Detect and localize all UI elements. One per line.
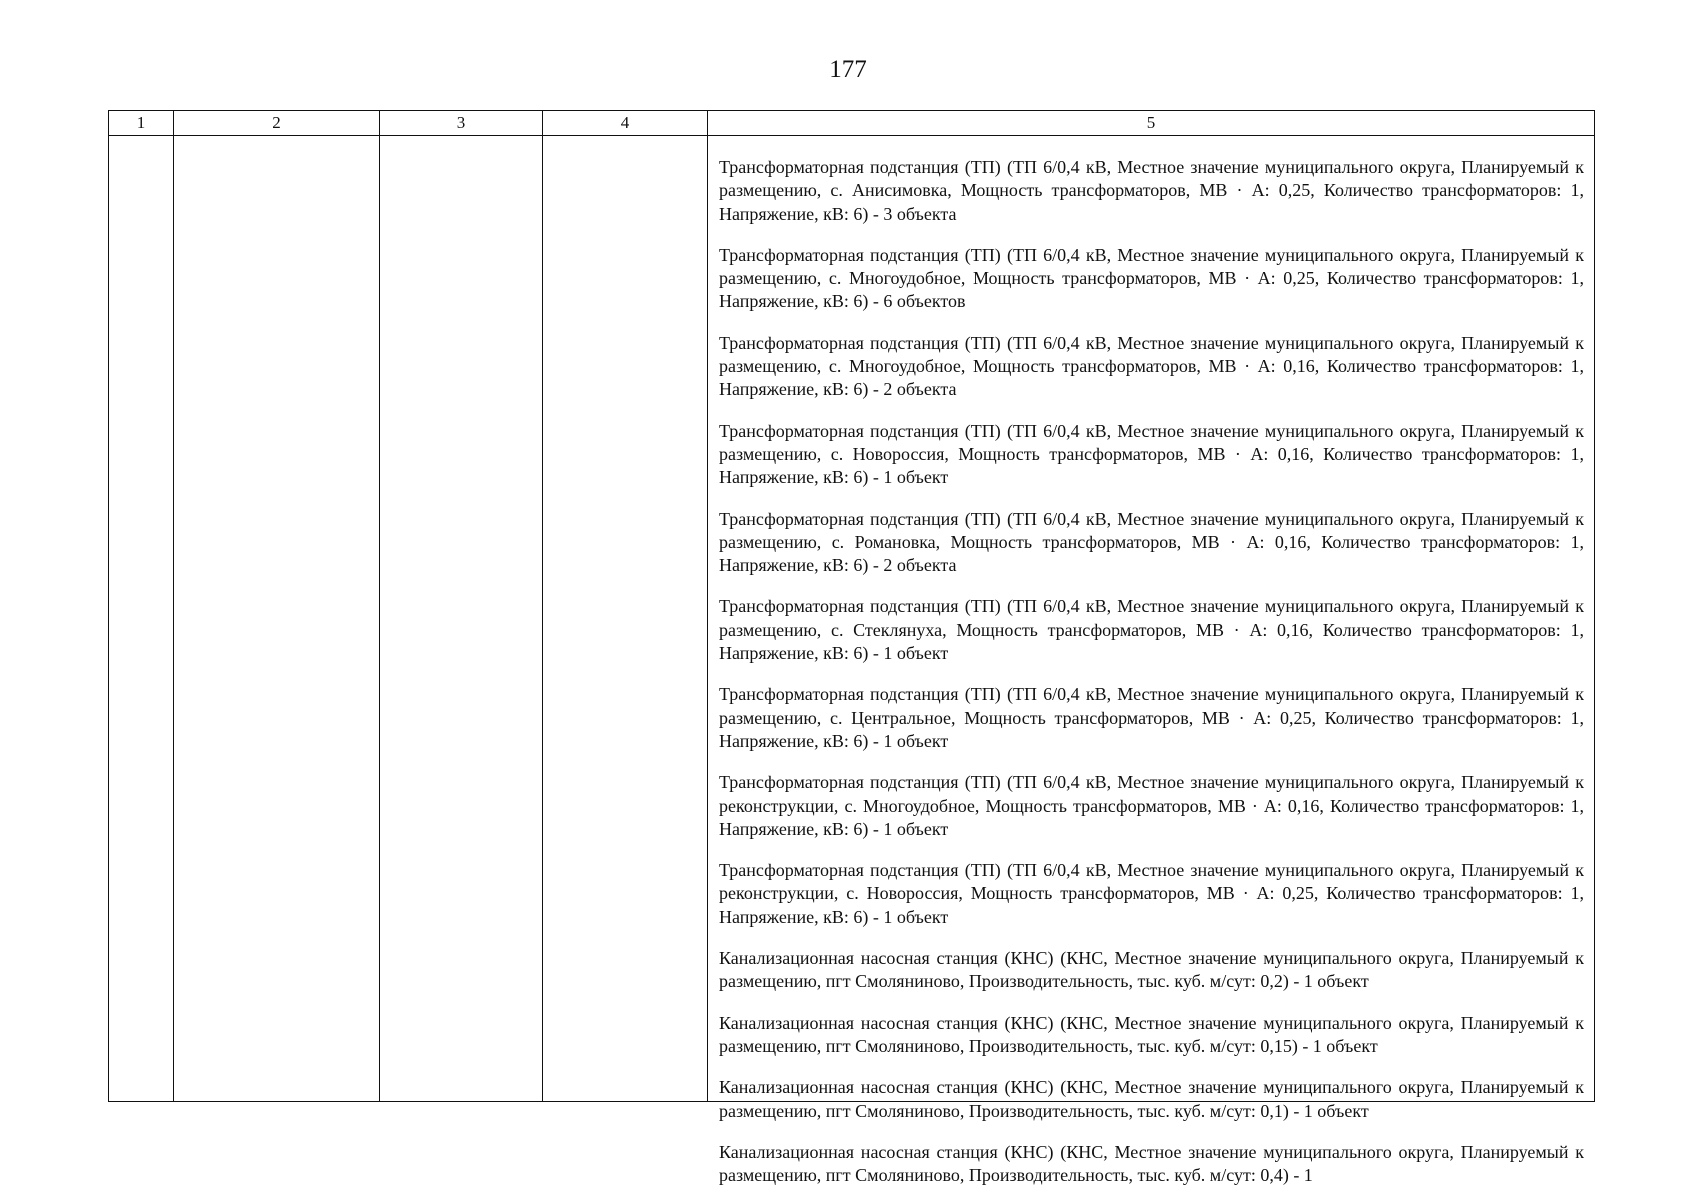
column-header-2: 2 [174, 111, 380, 136]
page-number: 177 [829, 56, 867, 83]
document-table [108, 110, 1595, 1186]
column-header-4: 4 [543, 111, 708, 136]
list-item: Трансформаторная подстанция (ТП) (ТП 6/0,4 кВ, Местное значение муниципального округа, Планируемый к размещению, с. Новороссия, Мощность трансформаторов, МВ · А: 0,16, Количество трансформаторов: 1, Напряжение, кВ: 6) - 1 объект [719, 420, 1584, 488]
list-item: Трансформаторная подстанция (ТП) (ТП 6/0,4 кВ, Местное значение муниципального округа, Планируемый к размещению, с. Романовка, Мощность трансформаторов, МВ · А: 0,16, Количество трансформаторов: 1, Напряжение, кВ: 6) - 2 объекта [719, 508, 1584, 576]
list-item: Трансформаторная подстанция (ТП) (ТП 6/0,4 кВ, Местное значение муниципального округа, Планируемый к размещению, с. Стеклянуха, Мощность трансформаторов, МВ · А: 0,16, Количество трансформаторов: 1, Напряжение, кВ: 6) - 1 объект [719, 596, 1584, 664]
cell-col-5 [708, 136, 1595, 1186]
list-item: Канализационная насосная станция (КНС) (КНС, Местное значение муниципального округа, Планируемый к размещению, пгт Смоляниново, Производительность, тыс. куб. м/сут: 0,4) - 1 [719, 1141, 1584, 1186]
cell-col-4 [543, 136, 708, 1102]
table-row [109, 136, 1595, 1102]
list-item: Канализационная насосная станция (КНС) (КНС, Местное значение муниципального округа, Планируемый к размещению, пгт Смоляниново, Производительность, тыс. куб. м/сут: 0,2) - 1 объект [719, 948, 1584, 992]
list-item: Трансформаторная подстанция (ТП) (ТП 6/0,4 кВ, Местное значение муниципального округа, Планируемый к реконструкции, с. Многоудобное, Мощность трансформаторов, МВ · А: 0,16, Количество трансформаторов: 1, Напряжение, кВ: 6) - 1 объект [719, 772, 1584, 839]
column-header-1: 1 [109, 111, 174, 136]
entries-list [708, 136, 1594, 1186]
list-item: Трансформаторная подстанция (ТП) (ТП 6/0,4 кВ, Местное значение муниципального округа, Планируемый к размещению, с. Многоудобное, Мощность трансформаторов, МВ · А: 0,25, Количество трансформаторов: 1, Напряжение, кВ: 6) - 6 объектов [719, 244, 1584, 312]
table-header-row [109, 111, 1595, 136]
list-item: Трансформаторная подстанция (ТП) (ТП 6/0,4 кВ, Местное значение муниципального округа, Планируемый к размещению, с. Анисимовка, Мощность трансформаторов, МВ · А: 0,25, Количество трансформаторов: 1, Напряжение, кВ: 6) - 3 объекта [719, 157, 1584, 224]
list-item: Трансформаторная подстанция (ТП) (ТП 6/0,4 кВ, Местное значение муниципального округа, Планируемый к размещению, с. Центральное, Мощность трансформаторов, МВ · А: 0,25, Количество трансформаторов: 1, Напряжение, кВ: 6) - 1 объект [719, 684, 1584, 751]
list-item: Трансформаторная подстанция (ТП) (ТП 6/0,4 кВ, Местное значение муниципального округа, Планируемый к размещению, с. Многоудобное, Мощность трансформаторов, МВ · А: 0,16, Количество трансформаторов: 1, Напряжение, кВ: 6) - 2 объекта [719, 332, 1584, 400]
column-header-3: 3 [380, 111, 543, 136]
column-header-5: 5 [708, 111, 1595, 136]
list-item: Трансформаторная подстанция (ТП) (ТП 6/0,4 кВ, Местное значение муниципального округа, Планируемый к реконструкции, с. Новороссия, Мощность трансформаторов, МВ · А: 0,25, Количество трансформаторов: 1, Напряжение, кВ: 6) - 1 объект [719, 860, 1584, 927]
cell-col-2 [174, 136, 380, 1102]
cell-col-1 [109, 136, 174, 1102]
list-item: Канализационная насосная станция (КНС) (КНС, Местное значение муниципального округа, Планируемый к размещению, пгт Смоляниново, Производительность, тыс. куб. м/сут: 0,15) - 1 объект [719, 1012, 1584, 1056]
list-item: Канализационная насосная станция (КНС) (КНС, Местное значение муниципального округа, Планируемый к размещению, пгт Смоляниново, Производительность, тыс. куб. м/сут: 0,1) - 1 объект [719, 1077, 1584, 1121]
cell-col-3 [380, 136, 543, 1102]
